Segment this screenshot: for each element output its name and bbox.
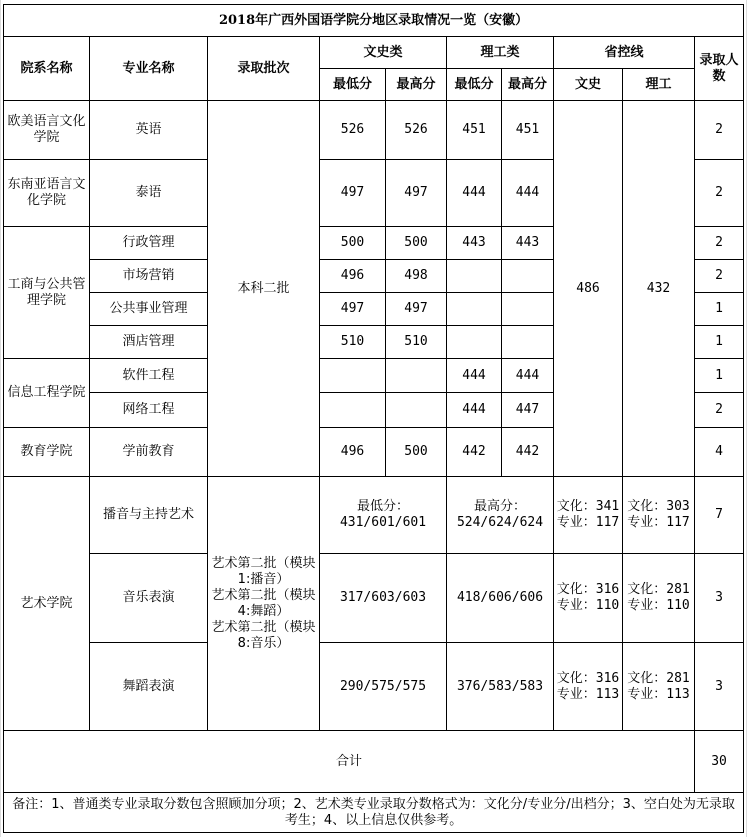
grid-line-right [746,0,747,837]
art-control-wenshi-cell [554,477,623,554]
art-control-ligong-cell [623,477,695,554]
ligong-min-cell: 444 [447,160,502,227]
header-ligong-max: 最高分 [502,69,554,101]
art-batch-line: 艺术第二批（模块1:播音） [211,555,316,587]
ligong-max-cell [502,326,554,359]
ligong-min-cell: 444 [447,393,502,428]
major-cell: 英语 [90,101,208,160]
wenshi-min-cell: 497 [320,293,386,326]
count-cell: 1 [695,293,744,326]
header-wenshi-max: 最高分 [386,69,447,101]
major-cell: 行政管理 [90,227,208,260]
header-count: 录取人数 [695,37,744,101]
ctrl-culture: 文化：341 [556,499,620,514]
header-ligong: 理工类 [447,37,554,69]
footnote: 备注：1、普通类专业录取分数包含照顾加分项；2、艺术类专业录取分数格式为：文化分/专业分/出档分；3、空白处为无录取考生；4、以上信息仅供参考。 [4,793,744,833]
wenshi-min-cell: 510 [320,326,386,359]
major-cell: 软件工程 [90,359,208,393]
header-control-line: 省控线 [554,37,695,69]
header-wenshi: 文史类 [320,37,447,69]
college-cell: 欧美语言文化学院 [4,101,90,160]
ctrl-major: 专业：117 [556,515,620,530]
count-cell: 4 [695,428,744,477]
ligong-min-cell [447,326,502,359]
college-cell: 东南亚语言文化学院 [4,160,90,227]
ligong-min-cell: 442 [447,428,502,477]
art-batch-line: 艺术第二批（模块8:音乐） [211,619,316,651]
major-cell: 舞蹈表演 [90,643,208,731]
college-cell: 工商与公共管理学院 [4,227,90,359]
art-max-value: 524/624/624 [456,515,544,530]
wenshi-max-cell [386,359,447,393]
count-cell: 2 [695,260,744,293]
header-batch: 录取批次 [208,37,320,101]
ctrl-culture: 文化：281 [627,670,690,686]
art-control-wenshi-cell [554,643,623,731]
control-wenshi-cell: 486 [554,101,623,477]
ligong-max-cell: 442 [502,428,554,477]
count-cell: 2 [695,101,744,160]
header-college: 院系名称 [4,37,90,101]
wenshi-min-cell: 526 [320,101,386,160]
wenshi-min-cell: 500 [320,227,386,260]
art-batch-cell [208,477,320,731]
ligong-max-cell: 444 [502,160,554,227]
wenshi-max-cell: 500 [386,227,447,260]
wenshi-max-cell: 498 [386,260,447,293]
count-cell: 3 [695,554,744,643]
count-cell: 3 [695,643,744,731]
total-row [4,731,744,793]
ctrl-major: 专业：117 [627,515,690,530]
ligong-min-cell [447,260,502,293]
art-min-cell [320,477,447,554]
table-row [4,554,744,643]
page-title: 2018年广西外国语学院分地区录取情况一览（安徽） [4,5,744,37]
major-cell: 学前教育 [90,428,208,477]
total-label: 合计 [4,731,695,793]
note-row [4,793,744,833]
art-max-cell: 376/583/583 [447,643,554,731]
wenshi-min-cell: 496 [320,428,386,477]
major-cell: 公共事业管理 [90,293,208,326]
wenshi-max-cell: 510 [386,326,447,359]
art-control-ligong-cell [623,643,695,731]
header-ctrl-wenshi: 文史 [554,69,623,101]
count-cell: 2 [695,227,744,260]
major-cell: 酒店管理 [90,326,208,359]
ligong-max-cell: 444 [502,359,554,393]
major-cell: 网络工程 [90,393,208,428]
count-cell: 2 [695,160,744,227]
major-cell: 播音与主持艺术 [90,477,208,554]
major-cell: 市场营销 [90,260,208,293]
art-min-label: 最低分： [356,499,409,514]
art-min-value: 431/601/601 [339,515,427,530]
art-min-cell: 290/575/575 [320,643,447,731]
wenshi-min-cell: 496 [320,260,386,293]
college-cell: 教育学院 [4,428,90,477]
wenshi-max-cell: 497 [386,160,447,227]
admission-table [3,4,744,833]
header-wenshi-min: 最低分 [320,69,386,101]
ctrl-major: 专业：110 [627,598,690,613]
wenshi-max-cell: 497 [386,293,447,326]
ligong-min-cell: 443 [447,227,502,260]
art-batch-line: 艺术第二批（模块4:舞蹈） [211,587,316,619]
wenshi-max-cell: 500 [386,428,447,477]
ctrl-major: 专业：110 [556,598,620,613]
ctrl-culture: 文化：303 [627,499,690,514]
ctrl-culture: 文化：316 [556,582,620,597]
table-row [4,643,744,731]
wenshi-max-cell [386,393,447,428]
college-cell: 艺术学院 [4,477,90,731]
wenshi-min-cell [320,393,386,428]
ctrl-major: 专业：113 [627,686,690,702]
ligong-max-cell: 451 [502,101,554,160]
college-cell: 信息工程学院 [4,359,90,428]
ligong-max-cell [502,260,554,293]
art-control-ligong-cell [623,554,695,643]
ctrl-major: 专业：113 [556,686,620,702]
count-cell: 1 [695,326,744,359]
ligong-min-cell: 451 [447,101,502,160]
wenshi-min-cell [320,359,386,393]
header-major: 专业名称 [90,37,208,101]
ligong-max-cell [502,293,554,326]
header-ctrl-ligong: 理工 [623,69,695,101]
ligong-max-cell: 447 [502,393,554,428]
ctrl-culture: 文化：281 [627,582,690,597]
ligong-min-cell [447,293,502,326]
major-cell: 泰语 [90,160,208,227]
art-min-cell: 317/603/603 [320,554,447,643]
major-cell: 音乐表演 [90,554,208,643]
header-ligong-min: 最低分 [447,69,502,101]
ligong-min-cell: 444 [447,359,502,393]
ligong-max-cell: 443 [502,227,554,260]
table-row [4,477,744,554]
wenshi-min-cell: 497 [320,160,386,227]
ctrl-culture: 文化：316 [556,670,620,686]
grid-line-left [0,0,1,837]
count-cell: 1 [695,359,744,393]
art-max-cell [447,477,554,554]
batch-cell: 本科二批 [208,101,320,477]
wenshi-max-cell: 526 [386,101,447,160]
art-max-label: 最高分： [473,499,526,514]
art-max-cell: 418/606/606 [447,554,554,643]
count-cell: 7 [695,477,744,554]
art-control-wenshi-cell [554,554,623,643]
control-ligong-cell: 432 [623,101,695,477]
table-row [4,101,744,160]
count-cell: 2 [695,393,744,428]
total-count: 30 [695,731,744,793]
